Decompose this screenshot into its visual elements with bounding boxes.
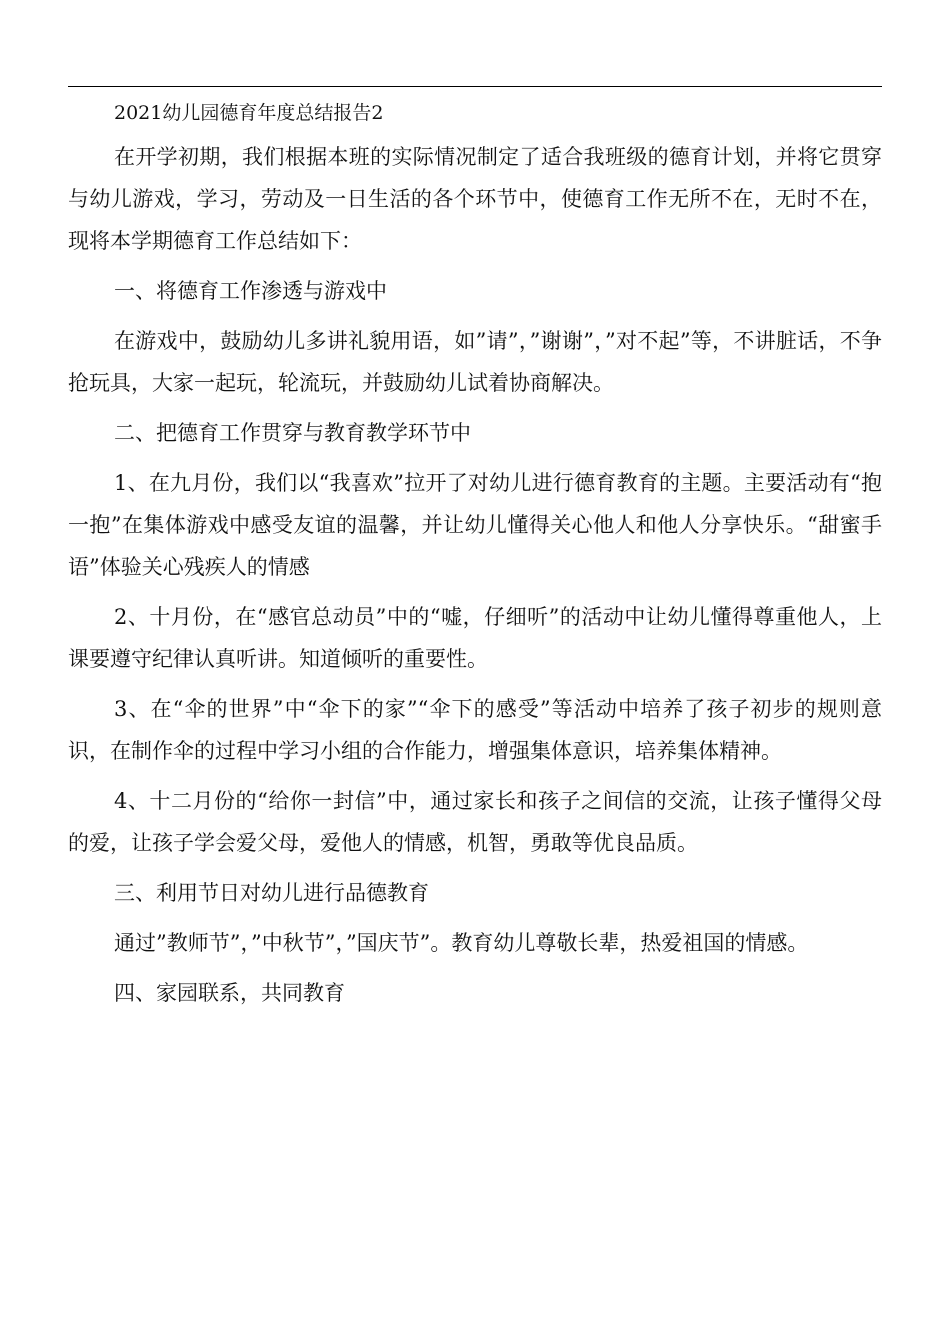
paragraph-holidays: 通过”教师节”，”中秋节”，”国庆节”。教育幼儿尊敬长辈，热爱祖国的情感。 — [114, 931, 809, 955]
header-rule — [68, 86, 882, 87]
intro-paragraph: 在开学初期，我们根据本班的实际情况制定了适合我班级的德育计划，并将它贯穿与幼儿游戏，学习，劳动及一日生活的各个环节中，使德育工作无所不在，无时不在，现将本学期德育工作总结如下： — [68, 145, 882, 253]
section-heading-3: 三、利用节日对幼儿进行品德教育 — [114, 881, 429, 905]
paragraph-december: 4、十二月份的“给你一封信”中，通过家长和孩子之间信的交流，让孩子懂得父母的爱，让孩子学会爱父母，爱他人的情感，机智，勇敢等优良品质。 — [68, 789, 882, 855]
paragraph-september: 1、在九月份，我们以“我喜欢”拉开了对幼儿进行德育教育的主题。主要活动有“抱一抱”在集体游戏中感受友谊的温馨，并让幼儿懂得关心他人和他人分享快乐。“甜蜜手语”体验关心残疾人的情感 — [68, 471, 882, 579]
paragraph-october: 2、十月份，在“感官总动员”中的“嘘，仔细听”的活动中让幼儿懂得尊重他人，上课要遵守纪律认真听讲。知道倾听的重要性。 — [68, 605, 882, 671]
section-heading-1: 一、将德育工作渗透与游戏中 — [114, 279, 387, 303]
section-heading-4: 四、家园联系，共同教育 — [114, 981, 345, 1005]
section-heading-2: 二、把德育工作贯穿与教育教学环节中 — [114, 421, 471, 445]
paragraph-umbrella: 3、在“伞的世界”中“伞下的家”“伞下的感受”等活动中培养了孩子初步的规则意识，在制作伞的过程中学习小组的合作能力，增强集体意识，培养集体精神。 — [68, 697, 882, 763]
paragraph-games: 在游戏中，鼓励幼儿多讲礼貌用语，如”请”，”谢谢”，”对不起”等，不讲脏话，不争抢玩具，大家一起玩，轮流玩，并鼓励幼儿试着协商解决。 — [68, 329, 882, 395]
document-body — [68, 94, 882, 1022]
document-title: 2021幼儿园德育年度总结报告2 — [114, 102, 384, 124]
